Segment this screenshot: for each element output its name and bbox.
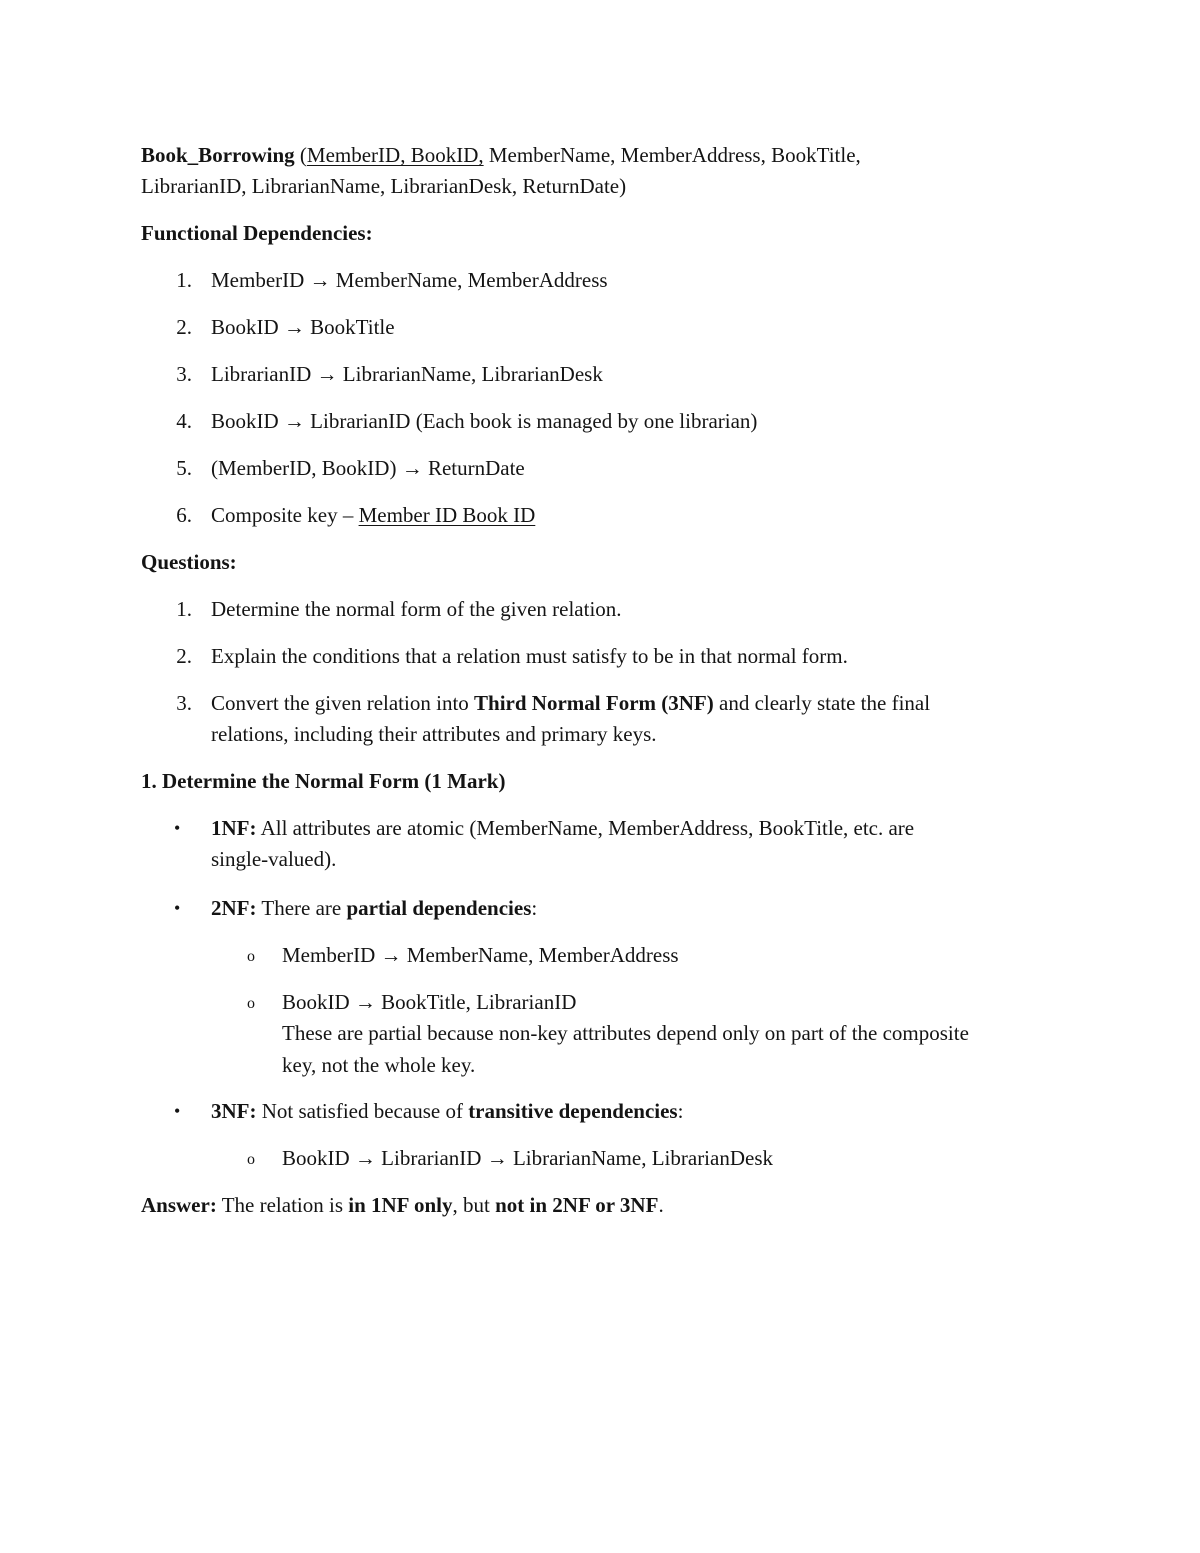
relation-line-2: LibrarianID, LibrarianName, LibrarianDesk, ReturnDate): [141, 174, 627, 198]
answer-post: .: [658, 1193, 664, 1217]
question-num: 1.: [176, 597, 192, 621]
nf3-post: :: [677, 1099, 684, 1123]
nf2-post: :: [531, 896, 538, 920]
bullet-icon: •: [174, 818, 181, 838]
composite-key-value: Member ID Book ID: [358, 503, 536, 527]
answer-mid: , but: [452, 1193, 496, 1217]
sub-bullet-icon: o: [247, 995, 255, 1012]
question-bold: Third Normal Form (3NF): [474, 691, 714, 715]
fd-num: 4.: [176, 409, 192, 433]
nf1-label: 1NF:: [211, 816, 257, 840]
question-pre: Convert the given relation into: [211, 691, 475, 715]
bullet-icon: •: [174, 898, 181, 918]
fd-heading: [141, 218, 373, 249]
fd-text: MemberID → MemberName, MemberAddress: [211, 268, 608, 292]
relation-attrs-1: MemberName, MemberAddress, BookTitle,: [483, 143, 861, 167]
nf3-sub1: BookID → LibrarianID → LibrarianName, LibrarianDesk: [282, 1146, 773, 1170]
nf3-pre: Not satisfied because of: [256, 1099, 469, 1123]
relation-line-1: [141, 140, 861, 171]
composite-key-line: [211, 500, 535, 531]
nf2-sub2-line2: These are partial because non-key attributes depend only on part of the composite: [282, 1021, 969, 1045]
fd-num: 1.: [176, 268, 192, 292]
answer-bold-1: in 1NF only: [348, 1193, 453, 1217]
question-text: [211, 688, 930, 719]
answer-line: [141, 1190, 664, 1221]
question-text: Explain the conditions that a relation must satisfy to be in that normal form.: [211, 644, 848, 668]
sub-bullet-icon: o: [247, 948, 255, 965]
fd-num: 6.: [176, 503, 192, 527]
section-heading-text: 1. Determine the Normal Form (1 Mark): [141, 769, 506, 793]
bullet-icon: •: [174, 1101, 181, 1121]
fd-num: 3.: [176, 362, 192, 386]
fd-heading-text: Functional Dependencies:: [141, 221, 373, 245]
questions-heading-text: Questions:: [141, 550, 237, 574]
relation-key: MemberID, BookID,: [306, 143, 484, 167]
questions-heading: [141, 547, 237, 578]
question-num: 3.: [176, 691, 192, 715]
fd-text: BookID → LibrarianID (Each book is managed by one librarian): [211, 409, 758, 433]
nf3-bold: transitive dependencies: [468, 1099, 678, 1123]
nf3-label: 3NF:: [211, 1099, 257, 1123]
relation-name: Book_Borrowing: [141, 143, 295, 167]
nf2-pre: There are: [256, 896, 347, 920]
section-heading: [141, 766, 505, 797]
fd-num: 2.: [176, 315, 192, 339]
open-paren: (: [294, 143, 307, 167]
nf3-line1: [211, 1096, 683, 1127]
question-text: Determine the normal form of the given relation.: [211, 597, 622, 621]
nf2-line1: [211, 893, 537, 924]
fd-text: (MemberID, BookID) → ReturnDate: [211, 456, 525, 480]
answer-bold-2: not in 2NF or 3NF: [495, 1193, 659, 1217]
nf2-label: 2NF:: [211, 896, 257, 920]
nf1-line2: single-valued).: [211, 847, 337, 871]
sub-bullet-icon: o: [247, 1151, 255, 1168]
question-post: and clearly state the final: [713, 691, 931, 715]
answer-pre: The relation is: [216, 1193, 349, 1217]
composite-key-prefix: Composite key –: [211, 503, 359, 527]
nf1-line1: [211, 813, 914, 844]
question-num: 2.: [176, 644, 192, 668]
nf2-sub2: BookID → BookTitle, LibrarianID: [282, 990, 577, 1014]
nf2-bold: partial dependencies: [346, 896, 532, 920]
answer-label: Answer:: [141, 1193, 217, 1217]
nf2-sub2-line3: key, not the whole key.: [282, 1053, 476, 1077]
nf1-text: All attributes are atomic (MemberName, MemberAddress, BookTitle, etc. are: [256, 816, 915, 840]
nf2-sub1: MemberID → MemberName, MemberAddress: [282, 943, 679, 967]
question-text-line2: relations, including their attributes and primary keys.: [211, 722, 657, 746]
fd-text: LibrarianID → LibrarianName, LibrarianDesk: [211, 362, 603, 386]
fd-text: BookID → BookTitle: [211, 315, 395, 339]
fd-num: 5.: [176, 456, 192, 480]
